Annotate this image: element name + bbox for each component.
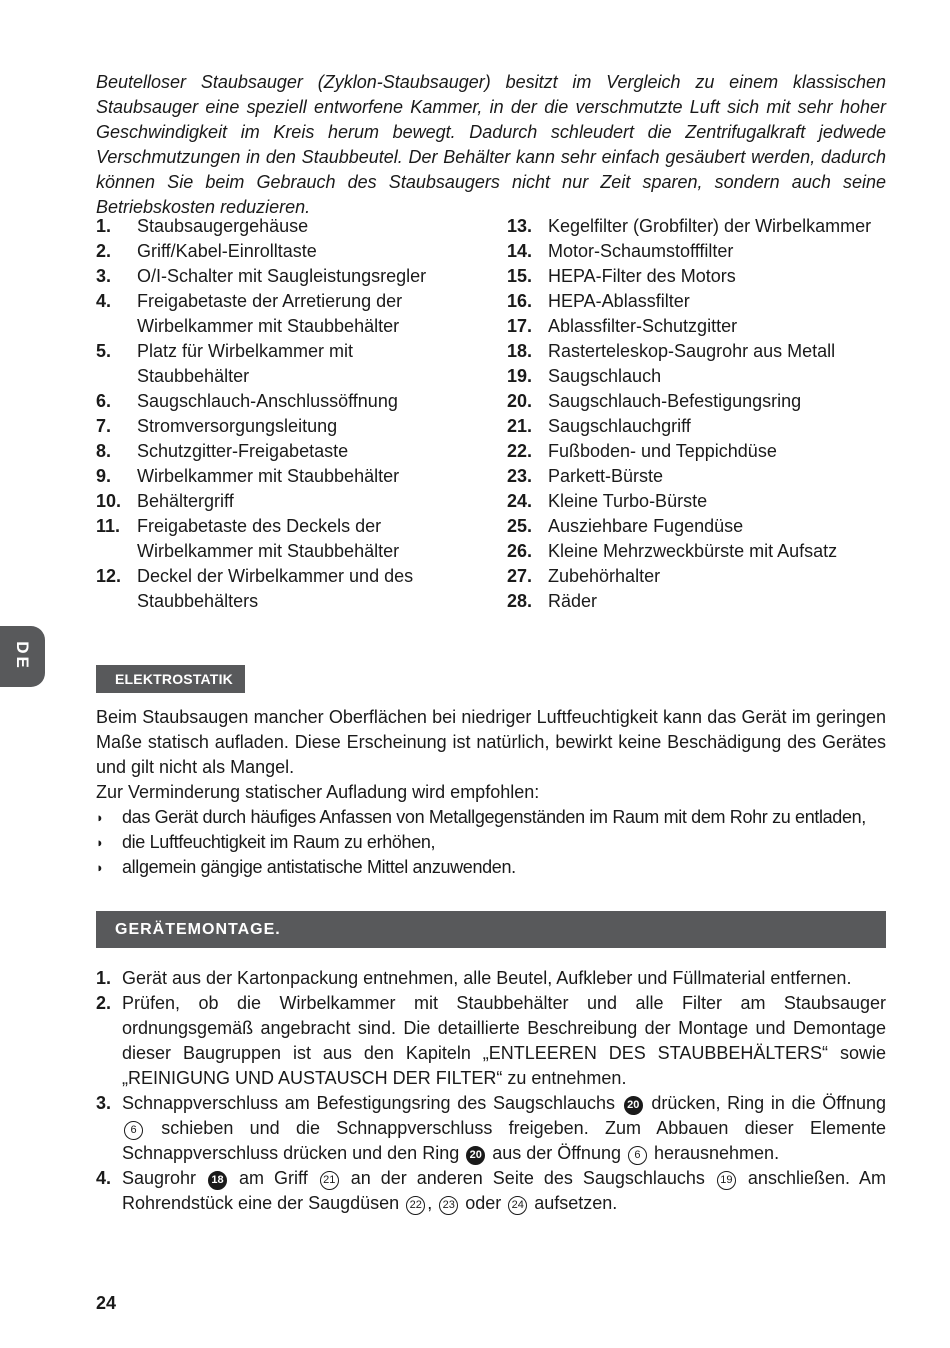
parts-list-item	[96, 564, 466, 614]
step-text: Gerät aus der Kartonpackung entnehmen, alle Beutel, Aufkleber und Füllmaterial entfernen.	[122, 968, 852, 988]
parts-list-item	[507, 414, 887, 439]
bullet-item	[96, 805, 886, 830]
circled-number-icon: 22	[406, 1196, 425, 1215]
bullet-text: das Gerät durch häufiges Anfassen von Metallgegenständen im Raum mit dem Rohr zu entladen,	[122, 807, 866, 827]
assembly-steps	[96, 966, 886, 1216]
parts-list-item	[507, 289, 887, 314]
item-number: 3.	[96, 266, 112, 286]
item-label: Schutzgitter-Freigabetaste	[137, 441, 349, 461]
item-number: 24.	[507, 491, 533, 511]
item-label: Behältergriff	[137, 491, 234, 511]
parts-list-item	[96, 514, 466, 564]
item-number: 21.	[507, 416, 533, 436]
item-label: Parkett-Bürste	[548, 466, 664, 486]
bullet-item	[96, 830, 886, 855]
bullet-text: allgemein gängige antistatische Mittel anzuwenden.	[122, 857, 516, 877]
parts-list-item	[507, 514, 887, 539]
circled-number-icon: 19	[717, 1171, 736, 1190]
item-number: 15.	[507, 266, 533, 286]
parts-list-item	[96, 239, 466, 264]
parts-list-item	[96, 289, 466, 339]
item-label: Saugschlauch-Befestigungsring	[548, 391, 802, 411]
item-label: Motor-Schaumstofffilter	[548, 241, 734, 261]
bullet-marker-icon: ◗	[96, 860, 104, 875]
item-label: HEPA-Ablassfilter	[548, 291, 690, 311]
parts-list-item	[96, 414, 466, 439]
step-number: 1.	[96, 968, 112, 988]
item-label: O/I-Schalter mit Saugleistungsregler	[137, 266, 427, 286]
parts-list-item	[507, 264, 887, 289]
step-text: Schnappverschluss am Befestigungsring des Saugschlauchs 20 drücken, Ring in die Öffnung 6 schieben und die Schnappverschluss freigeben. Zum Abbauen dieser Elemente Schnappverschluss drücken und den Ring 20 aus der Öffnung 6 herausnehmen.	[122, 1093, 886, 1163]
assembly-heading-bar	[96, 911, 886, 948]
circled-number-icon: 23	[439, 1196, 458, 1215]
item-number: 19.	[507, 366, 533, 386]
item-number: 2.	[96, 241, 112, 261]
circled-number-icon: 6	[628, 1146, 647, 1165]
item-number: 6.	[96, 391, 112, 411]
parts-list-item	[507, 314, 887, 339]
item-label: Staubsaugergehäuse	[137, 216, 309, 236]
item-label: HEPA-Filter des Motors	[548, 266, 736, 286]
step-number: 2.	[96, 993, 112, 1013]
item-number: 25.	[507, 516, 533, 536]
item-label: Freigabetaste des Deckels der Wirbelkammer mit Staubbehälter	[137, 516, 400, 561]
parts-list-item	[96, 214, 466, 239]
step-number: 4.	[96, 1168, 112, 1188]
item-label: Freigabetaste der Arretierung der Wirbelkammer mit Staubbehälter	[137, 291, 403, 336]
electrostatics-bullet-list	[96, 805, 886, 880]
circled-number-icon: 20	[466, 1146, 485, 1165]
parts-list-item	[507, 339, 887, 364]
assembly-step	[96, 991, 886, 1091]
item-number: 28.	[507, 591, 533, 611]
language-tab	[0, 626, 45, 687]
item-number: 14.	[507, 241, 533, 261]
item-label: Saugschlauchgriff	[548, 416, 691, 436]
item-label: Deckel der Wirbelkammer und des Staubbehälters	[137, 566, 414, 611]
item-number: 22.	[507, 441, 533, 461]
step-text: Saugrohr 18 am Griff 21 an der anderen Seite des Saugschlauchs 19 anschließen. Am Rohrendstück eine der Saugdüsen 22 , 23 oder 24 aufsetzen.	[122, 1168, 886, 1213]
item-label: Platz für Wirbelkammer mit Staubbehälter	[137, 341, 354, 386]
parts-list-item	[507, 239, 887, 264]
item-number: 18.	[507, 341, 533, 361]
item-label: Ausziehbare Fugendüse	[548, 516, 744, 536]
circled-number-icon: 20	[624, 1096, 643, 1115]
electrostatics-section	[96, 705, 886, 880]
item-number: 1.	[96, 216, 112, 236]
assembly-heading: GERÄTEMONTAGE.	[115, 921, 281, 938]
parts-list-item	[96, 489, 466, 514]
item-label: Saugschlauch-Anschlussöffnung	[137, 391, 398, 411]
intro-paragraph: Beutelloser Staubsauger (Zyklon-Staubsauger) besitzt im Vergleich zu einem klassischen Staubsauger eine speziell entworfene Kammer, in der die verschmutzte Luft sich mit sehr hoher Geschwindigkeit im Kreis herum bewegt. Dadurch schleudert die Zentrifugalkraft jedwede Verschmutzungen in den Staubbeutel. Der Behälter kann sehr einfach gesäubert werden, dadurch können Sie beim Gebrauch des Staubsaugers nicht nur Zeit sparen, sondern auch seine Betriebskosten reduzieren.	[96, 72, 886, 217]
parts-list-item	[507, 464, 887, 489]
parts-list-item	[507, 489, 887, 514]
parts-list-item	[96, 339, 466, 389]
parts-list-item	[507, 589, 887, 614]
parts-list-item	[507, 439, 887, 464]
step-number: 3.	[96, 1093, 112, 1113]
step-text: Prüfen, ob die Wirbelkammer mit Staubbehälter und alle Filter am Staubsauger ordnungsgemäß angebracht sind. Die detaillierte Beschreibung der Montage und Demontage dieser Baugruppen ist aus den Kapiteln „ENTLEEREN DES STAUBBEHÄLTERS“ sowie „REINIGUNG UND AUSTAUSCH DER FILTER“ zu entnehmen.	[122, 993, 886, 1088]
item-number: 13.	[507, 216, 533, 236]
parts-list-item	[507, 214, 887, 239]
item-number: 4.	[96, 291, 112, 311]
item-label: Kegelfilter (Grobfilter) der Wirbelkammer	[548, 216, 872, 236]
circled-number-icon: 21	[320, 1171, 339, 1190]
assembly-step	[96, 1091, 886, 1166]
item-label: Räder	[548, 591, 598, 611]
item-label: Zubehörhalter	[548, 566, 661, 586]
item-number: 16.	[507, 291, 533, 311]
item-number: 12.	[96, 566, 122, 586]
item-number: 17.	[507, 316, 533, 336]
parts-list-item	[507, 539, 887, 564]
assembly-step	[96, 1166, 886, 1216]
item-number: 10.	[96, 491, 122, 511]
circled-number-icon: 6	[124, 1121, 143, 1140]
bullet-item	[96, 855, 886, 880]
item-label: Kleine Mehrzweckbürste mit Aufsatz	[548, 541, 838, 561]
circled-number-icon: 18	[208, 1171, 227, 1190]
item-label: Fußboden- und Teppichdüse	[548, 441, 777, 461]
parts-list-item	[96, 264, 466, 289]
item-label: Kleine Turbo-Bürste	[548, 491, 708, 511]
item-label: Stromversorgungsleitung	[137, 416, 338, 436]
item-label: Wirbelkammer mit Staubbehälter	[137, 466, 400, 486]
parts-list-item	[96, 389, 466, 414]
bullet-text: die Luftfeuchtigkeit im Raum zu erhöhen,	[122, 832, 436, 852]
item-number: 26.	[507, 541, 533, 561]
item-number: 9.	[96, 466, 112, 486]
item-number: 20.	[507, 391, 533, 411]
parts-list-right	[507, 214, 887, 614]
item-number: 11.	[96, 516, 121, 536]
page-number: 24	[96, 1293, 117, 1313]
language-tab-label: DE	[13, 641, 32, 671]
item-label: Ablassfilter-Schutzgitter	[548, 316, 738, 336]
item-number: 5.	[96, 341, 112, 361]
item-number: 8.	[96, 441, 112, 461]
electrostatics-paragraph: Beim Staubsaugen mancher Oberflächen bei niedriger Luftfeuchtigkeit kann das Gerät im geringen Maße statisch aufladen. Diese Erscheinung ist natürlich, bewirkt keine Beschädigung des Gerätes und gilt nicht als Mangel.	[96, 707, 886, 777]
item-number: 27.	[507, 566, 533, 586]
bullet-marker-icon: ◗	[96, 835, 104, 850]
parts-list-item	[507, 564, 887, 589]
circled-number-icon: 24	[508, 1196, 527, 1215]
item-label: Rasterteleskop-Saugrohr aus Metall	[548, 341, 836, 361]
electrostatics-recommendation: Zur Verminderung statischer Aufladung wird empfohlen:	[96, 782, 540, 802]
parts-list-left	[96, 214, 466, 614]
assembly-step	[96, 966, 886, 991]
item-number: 7.	[96, 416, 112, 436]
parts-list-item	[96, 464, 466, 489]
item-label: Saugschlauch	[548, 366, 662, 386]
parts-list-item	[96, 439, 466, 464]
bullet-marker-icon: ◗	[96, 810, 104, 825]
electrostatics-heading: ELEKTROSTATIK	[96, 665, 245, 693]
parts-list-item	[507, 364, 887, 389]
item-number: 23.	[507, 466, 533, 486]
item-label: Griff/Kabel-Einrolltaste	[137, 241, 317, 261]
parts-list-item	[507, 389, 887, 414]
